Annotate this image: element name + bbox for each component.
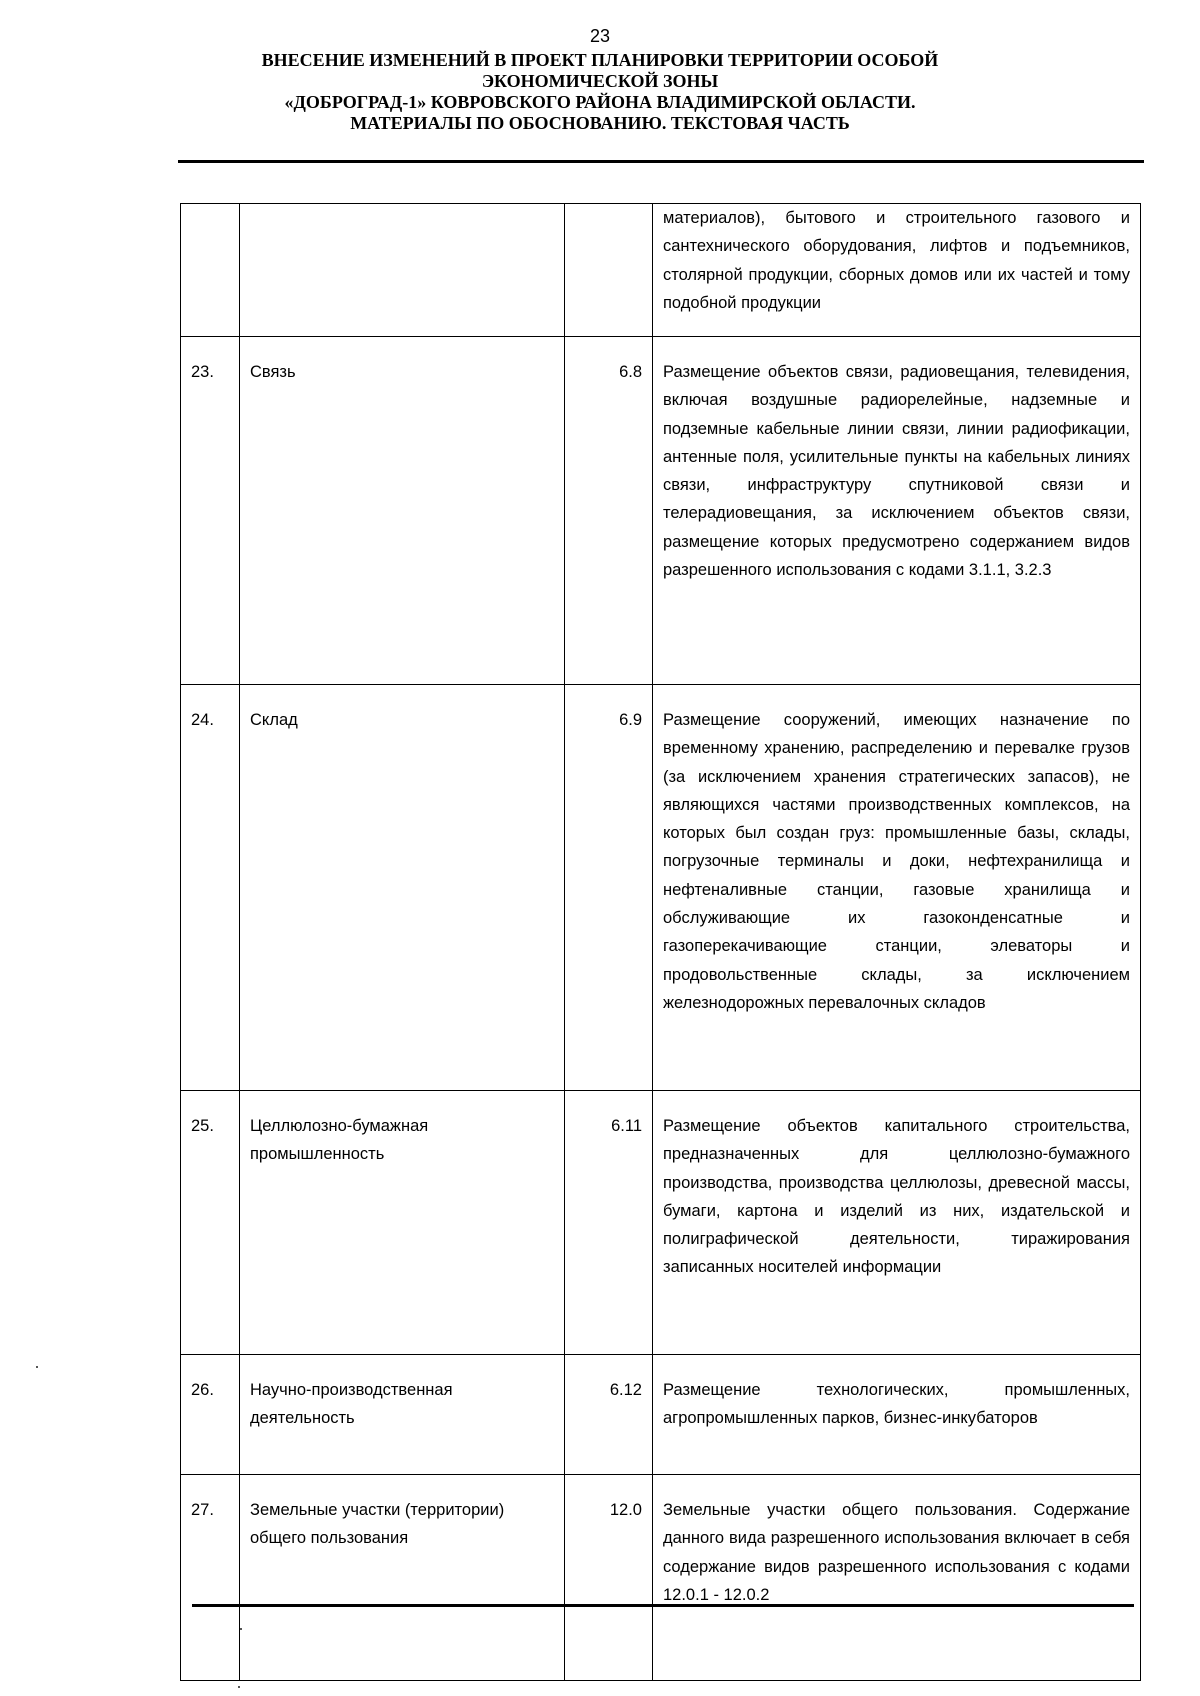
use-type-code: 12.0 xyxy=(565,1475,653,1681)
table-row xyxy=(181,337,1141,685)
table-row xyxy=(181,1475,1141,1681)
header-line: «ДОБРОГРАД-1» КОВРОВСКОГО РАЙОНА ВЛАДИМИРСКОЙ ОБЛАСТИ. xyxy=(284,92,916,112)
use-type-code: 6.12 xyxy=(565,1355,653,1475)
footer-divider xyxy=(192,1604,1134,1607)
use-type-description: Земельные участки общего пользования. Содержание данного вида разрешенного использования включает в себя содержание видов разрешенного использования с кодами 12.0.1 - 12.0.2 xyxy=(653,1475,1141,1681)
scan-speck xyxy=(36,1366,38,1368)
use-type-code: 6.8 xyxy=(565,337,653,685)
row-number: 26. xyxy=(181,1355,240,1475)
use-type-description: Размещение объектов связи, радиовещания, телевидения, включая воздушные радиорелейные, надземные и подземные кабельные линии связи, линии радиофикации, антенные поля, усилительные пункты на кабельных линиях связи, инфраструктуру спутниковой связи и телерадиовещания, за исключением объектов связи, размещение которых предусмотрено содержанием видов разрешенного использования с кодами 3.1.1, 3.2.3 xyxy=(653,337,1141,685)
use-type-name: Склад xyxy=(240,685,565,1091)
table-row xyxy=(181,685,1141,1091)
header-divider xyxy=(178,160,1144,163)
use-type-description: Размещение сооружений, имеющих назначение по временному хранению, распределению и перевалке грузов (за исключением хранения стратегических запасов), не являющихся частями производственных комплексов, на которых был создан груз: промышленные базы, склады, погрузочные терминалы и доки, нефтехранилища и нефтеналивные станции, газовые хранилища и обслуживающие их газоконденсатные и газоперекачивающие станции, элеваторы и продовольственные склады, за исключением железнодорожных перевалочных складов xyxy=(653,685,1141,1091)
row-number: 27. xyxy=(181,1475,240,1681)
table-row xyxy=(181,204,1141,337)
use-type-code xyxy=(565,204,653,337)
use-type-name: Земельные участки (территории) общего пользования xyxy=(240,1475,565,1681)
scan-speck xyxy=(240,1628,242,1630)
table-row xyxy=(181,1091,1141,1355)
table-row xyxy=(181,1355,1141,1475)
row-number: 24. xyxy=(181,685,240,1091)
use-type-name: Научно-производственная деятельность xyxy=(240,1355,565,1475)
header-line: ВНЕСЕНИЕ ИЗМЕНЕНИЙ В ПРОЕКТ ПЛАНИРОВКИ ТЕРРИТОРИИ ОСОБОЙ xyxy=(261,50,939,70)
row-number: 23. xyxy=(181,337,240,685)
use-type-name xyxy=(240,204,565,337)
header-line: МАТЕРИАЛЫ ПО ОБОСНОВАНИЮ. ТЕКСТОВАЯ ЧАСТЬ xyxy=(350,113,850,133)
use-type-code: 6.9 xyxy=(565,685,653,1091)
page-number: 23 xyxy=(589,26,611,46)
use-type-description: Размещение технологических, промышленных, агропромышленных парков, бизнес-инкубаторов xyxy=(653,1355,1141,1475)
use-type-name: Целлюлозно-бумажная промышленность xyxy=(240,1091,565,1355)
use-type-description: материалов), бытового и строительного газового и сантехнического оборудования, лифтов и подъемников, столярной продукции, сборных домов или их частей и тому подобной продукции xyxy=(653,204,1141,337)
scan-speck xyxy=(238,1686,240,1688)
use-type-code: 6.11 xyxy=(565,1091,653,1355)
document-header xyxy=(150,50,1050,134)
row-number xyxy=(181,204,240,337)
land-use-table xyxy=(180,203,1141,1681)
use-type-description: Размещение объектов капитального строительства, предназначенных для целлюлозно-бумажного производства, производства целлюлозы, древесной массы, бумаги, картона и изделий из них, издательской и полиграфической деятельности, тиражирования записанных носителей информации xyxy=(653,1091,1141,1355)
row-number: 25. xyxy=(181,1091,240,1355)
use-type-name: Связь xyxy=(240,337,565,685)
header-line: ЭКОНОМИЧЕСКОЙ ЗОНЫ xyxy=(481,71,719,91)
